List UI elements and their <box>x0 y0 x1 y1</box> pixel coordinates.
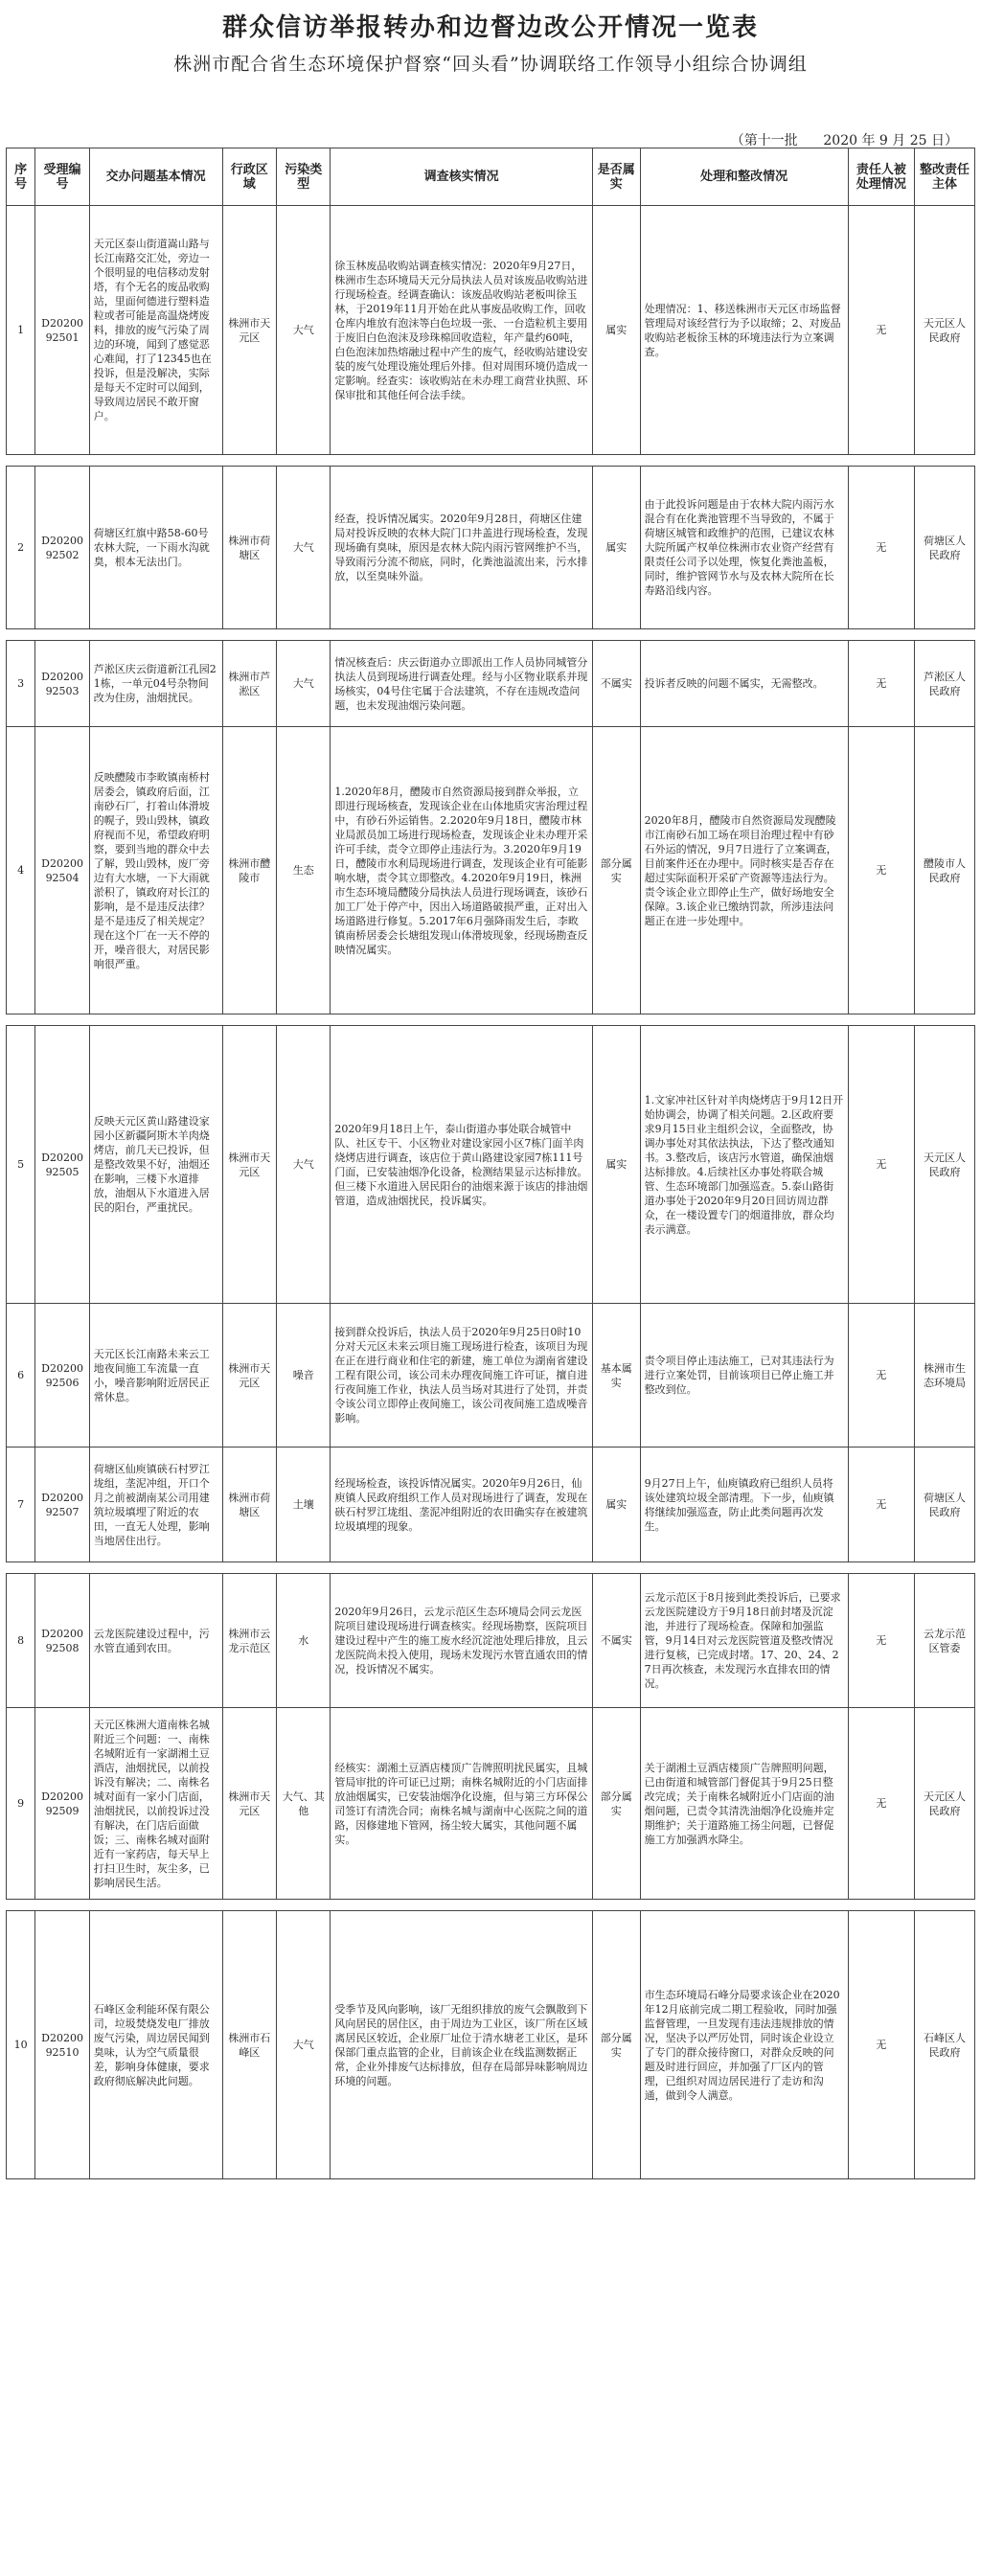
cell-investigation: 情况核查后：庆云街道办立即派出工作人员协同城管分执法人员到现场进行调查处理。经与小区物业联系并现场核实，04号住宅属于合法建筑，不存在违规改造问题，也未发现油烟污染问题。 <box>331 641 592 727</box>
cell-owner: 石峰区人民政府 <box>915 1911 975 2179</box>
cell-problem: 石峰区金利能环保有限公司，垃圾焚烧发电厂排放废气污染，周边居民闻到臭味，认为空气质量很差，影响身体健康，要求政府彻底解决此问题。 <box>89 1911 222 2179</box>
cell-handling: 市生态环境局石峰分局要求该企业在2020年12月底前完成二期工程验收，同时加强监督管理，一旦发现有违法违规排放的情况，坚决予以严厉处罚，同时该企业设立了专门的群众接待窗口，对群众反映的问题及时进行回应，并加强了厂区内的管理，已组织对周边居民进行了走访和沟通，做到令人满意。 <box>640 1911 848 2179</box>
cell-verified: 属实 <box>592 1026 640 1304</box>
cell-no: 8 <box>7 1574 35 1708</box>
cell-handling: 处理情况：1、移送株洲市天元区市场监督管理局对该经营行为予以取缔；2、对废品收购站老板徐玉林的环境违法行为立案调查。 <box>640 206 848 455</box>
cell-owner: 芦淞区人民政府 <box>915 641 975 727</box>
header-handling: 处理和整改情况 <box>640 148 848 206</box>
cell-type: 噪音 <box>277 1304 331 1448</box>
cell-region: 株洲市石峰区 <box>222 1911 276 2179</box>
cell-punish: 无 <box>848 1708 914 1900</box>
table-row <box>7 1574 975 1708</box>
cell-verified: 不属实 <box>592 1574 640 1708</box>
cell-no: 1 <box>7 206 35 455</box>
cell-punish: 无 <box>848 1026 914 1304</box>
header-no: 序号 <box>7 148 35 206</box>
cell-code: D2020092508 <box>35 1574 89 1708</box>
report-table <box>6 148 975 2179</box>
cell-punish: 无 <box>848 467 914 629</box>
cell-code: D2020092507 <box>35 1448 89 1562</box>
cell-region: 株洲市天元区 <box>222 1026 276 1304</box>
header-punish: 责任人被处理情况 <box>848 148 914 206</box>
cell-handling: 1.文家冲社区针对羊肉烧烤店于9月12日开始协调会，协调了相关问题。2.区政府要求9月15日业主组织会议，全面整改，协调办事处对其依法执法，下达了整改通知书。3.整改后，该店污水管道，确保油烟达标排放。4.后续社区办事处将联合城管、生态环境部门加强巡查。5.泰山路街道办事处于2020年9月20日回访周边群众，在一楼设置专门的烟道排放，群众均表示满意。 <box>640 1026 848 1304</box>
cell-owner: 天元区人民政府 <box>915 1026 975 1304</box>
cell-code: D2020092504 <box>35 727 89 1014</box>
cell-problem: 荷塘区红旗中路58-60号农林大院，一下雨水沟就臭，根本无法出门。 <box>89 467 222 629</box>
cell-punish: 无 <box>848 1574 914 1708</box>
cell-verified: 不属实 <box>592 641 640 727</box>
cell-investigation: 2020年9月18日上午，泰山街道办事处联合城管中队、社区专干、小区物业对建设家园小区7栋门面羊肉烧烤店进行调查，该店位于黄山路建设家园7栋111号门面，已安装油烟净化设备，检测结果显示达标排放。但三楼下水道进入居民阳台的油烟来源于该店的排油烟管道，造成油烟扰民，投诉属实。 <box>331 1026 592 1304</box>
cell-owner: 云龙示范区管委 <box>915 1574 975 1708</box>
cell-type: 生态 <box>277 727 331 1014</box>
table-row <box>7 1911 975 2179</box>
cell-investigation: 1.2020年8月，醴陵市自然资源局接到群众举报，立即进行现场核查，发现该企业在山体地质灾害治理过程中，有砂石外运销售。2.2020年9月18日，醴陵市林业局派员加工场进行现场检查，发现该企业未办理开采许可手续，责令立即停止违法行为。3.2020年9月19日，醴陵市水利局现场进行调查，发现该企业有可能影响水塘，责令其立即整改。4.2020年9月19日，株洲市生态环境局醴陵分局执法人员进行现场调查，该砂石加工厂处于停产中，因出入场道路破损严重，正对出入场道路进行修复。5.2017年6月强降雨发生后，李畋镇南桥居委会长塘组发现山体滑坡现象，经现场勘查反映情况属实。 <box>331 727 592 1014</box>
page-gap-cell <box>7 1014 975 1026</box>
cell-region: 株洲市云龙示范区 <box>222 1574 276 1708</box>
cell-type: 大气 <box>277 641 331 727</box>
batch-date: 2020 年 9 月 25 日 <box>823 133 945 148</box>
cell-type: 大气 <box>277 1026 331 1304</box>
batch-close: ） <box>945 133 958 148</box>
table-row <box>7 1448 975 1562</box>
cell-problem: 天元区长江南路未来云工地夜间施工车流量一直小，噪音影响附近居民正常休息。 <box>89 1304 222 1448</box>
cell-verified: 部分属实 <box>592 727 640 1014</box>
batch-info <box>632 130 958 149</box>
cell-verified: 部分属实 <box>592 1708 640 1900</box>
cell-code: D2020092509 <box>35 1708 89 1900</box>
table-row <box>7 467 975 629</box>
table-row <box>7 727 975 1014</box>
header-owner: 整改责任主体 <box>915 148 975 206</box>
cell-verified: 属实 <box>592 1448 640 1562</box>
cell-handling: 关于湖湘土豆酒店楼顶广告牌照明问题，已由街道和城管部门督促其于9月25日整改完成；关于南株名城附近小门店面的油烟问题，已责令其清洗油烟净化设施并定期维护；关于道路施工扬尘问题，已督促施工方加强洒水降尘。 <box>640 1708 848 1900</box>
cell-region: 株洲市荷塘区 <box>222 467 276 629</box>
cell-no: 10 <box>7 1911 35 2179</box>
cell-type: 大气 <box>277 467 331 629</box>
page-gap <box>7 1014 975 1026</box>
page-gap-cell <box>7 1900 975 1911</box>
cell-type: 大气、其他 <box>277 1708 331 1900</box>
cell-type: 水 <box>277 1574 331 1708</box>
page-gap <box>7 455 975 467</box>
cell-type: 大气 <box>277 1911 331 2179</box>
cell-code: D2020092501 <box>35 206 89 455</box>
header-code: 受理编号 <box>35 148 89 206</box>
page-gap-cell <box>7 455 975 467</box>
cell-handling: 投诉者反映的问题不属实，无需整改。 <box>640 641 848 727</box>
cell-investigation: 受季节及风向影响，该厂无组织排放的废气会飘散到下风向居民的居住区，由于周边为工业区，该厂所在区域离居民区较近，企业原厂址位于清水塘老工业区，是环保部门重点监管的企业，目前该企业在线监测数据正常，企业外排废气达标排放，但存在局部异味影响周边环境的问题。 <box>331 1911 592 2179</box>
cell-problem: 天元区株洲大道南株名城附近三个问题：一、南株名城附近有一家湖湘土豆酒店，油烟扰民，以前投诉没有解决；二、南株名城对面有一家小门店面，油烟扰民，以前投诉过没有解决，在门店后面做饭；三、南株名城对面附近有一家药店，每天早上打扫卫生时，灰尘多，已影响居民生活。 <box>89 1708 222 1900</box>
cell-no: 2 <box>7 467 35 629</box>
cell-problem: 荷塘区仙庾镇硖石村罗江垅组，垄泥冲组，开口个月之前被湖南某公司用建筑垃圾填埋了附近的农田，一直无人处理，影响当地居住出行。 <box>89 1448 222 1562</box>
table-row <box>7 1708 975 1900</box>
page-title: 群众信访举报转办和边督边改公开情况一览表 <box>221 13 759 42</box>
cell-region: 株洲市荷塘区 <box>222 1448 276 1562</box>
cell-no: 4 <box>7 727 35 1014</box>
cell-investigation: 经现场检查，该投诉情况属实。2020年9月26日，仙庾镇人民政府组织工作人员对现场进行了调查，发现在硖石村罗江垅组、垄泥冲组附近的农田确实存在被建筑垃圾填埋的现象。 <box>331 1448 592 1562</box>
cell-code: D2020092505 <box>35 1026 89 1304</box>
cell-owner: 天元区人民政府 <box>915 1708 975 1900</box>
cell-owner: 株洲市生态环境局 <box>915 1304 975 1448</box>
cell-region: 株洲市醴陵市 <box>222 727 276 1014</box>
cell-investigation: 徐玉林废品收购站调查核实情况：2020年9月27日，株洲市生态环境局天元分局执法人员对该废品收购站进行现场检查。经调查确认：该废品收购站老板叫徐玉林，于2019年11月开始在此从事废品收购工作，回收仓库内堆放有泡沫等白色垃圾一张、一台造粒机主要用于废旧白色泡沫及珍珠棉回收造粒，年产量约60吨，白色泡沫加热熔融过程中产生的废气，经收购站建设安装的废气处理设施处理后外排。但对周围环境仍造成一定影响。经查实：该收购站在未办理工商营业执照、环保审批和其他任何合法手续。 <box>331 206 592 455</box>
cell-region: 株洲市天元区 <box>222 1304 276 1448</box>
cell-code: D2020092503 <box>35 641 89 727</box>
cell-handling: 由于此投诉问题是由于农林大院内雨污水混合有在化粪池管理不当导致的，不属于荷塘区城管和政维护的范围，已建议农林大院所属产权单位株洲市农业资产经营有限责任公司予以处理，恢复化粪池盖板，同时，维护管网节水与及农林大院所在长寿路沿线内容。 <box>640 467 848 629</box>
header-problem: 交办问题基本情况 <box>89 148 222 206</box>
header-region: 行政区域 <box>222 148 276 206</box>
cell-investigation: 经核实：湖湘土豆酒店楼顶广告牌照明扰民属实，且城管局审批的许可证已过期；南株名城附近的小门店面排放油烟属实，已安装油烟净化设施，但与第三方环保公司签订有清洗合同；南株名城与湖南中心医院之间的道路，因修建地下管网，扬尘较大属实，其他问题不属实。 <box>331 1708 592 1900</box>
cell-handling: 云龙示范区于8月接到此类投诉后，已要求云龙医院建设方于9月18日前封堵及沉淀池，并进行了现场检查。保障和加强监管，9月14日对云龙医院管道及整改情况进行复核，已完成封堵。17、20、24、27日再次核查，未发现污水直排农田的情况。 <box>640 1574 848 1708</box>
page-subtitle: 株洲市配合省生态环境保护督察“回头看”协调联络工作领导小组综合协调组 <box>173 54 808 75</box>
cell-type: 土壤 <box>277 1448 331 1562</box>
cell-owner: 醴陵市人民政府 <box>915 727 975 1014</box>
batch-open: （ <box>730 133 744 148</box>
cell-region: 株洲市天元区 <box>222 206 276 455</box>
page-gap-cell <box>7 1562 975 1574</box>
cell-verified: 属实 <box>592 206 640 455</box>
cell-handling: 9月27日上午，仙庾镇政府已组织人员将该处建筑垃圾全部清理。下一步，仙庾镇将继续加强巡查，防止此类问题再次发生。 <box>640 1448 848 1562</box>
cell-handling: 2020年8月，醴陵市自然资源局发现醴陵市江南砂石加工场在项目治理过程中有砂石外运的情况，9月7日进行了立案调查，目前案件还在办理中。同时核实是否存在超过实际面积开采矿产资源等违法行为。责令该企业立即停止生产，做好场地安全保障。3.该企业已缴纳罚款，所涉违法问题正在进一步处理中。 <box>640 727 848 1014</box>
cell-verified: 部分属实 <box>592 1911 640 2179</box>
cell-punish: 无 <box>848 727 914 1014</box>
cell-problem: 云龙医院建设过程中，污水管直通到农田。 <box>89 1574 222 1708</box>
cell-owner: 荷塘区人民政府 <box>915 1448 975 1562</box>
cell-no: 7 <box>7 1448 35 1562</box>
cell-no: 5 <box>7 1026 35 1304</box>
cell-problem: 芦淞区庆云街道新江孔园21栋，一单元04号杂物间改为住房，油烟扰民。 <box>89 641 222 727</box>
batch-label: 第十一批 <box>743 133 798 148</box>
cell-code: D2020092502 <box>35 467 89 629</box>
cell-region: 株洲市天元区 <box>222 1708 276 1900</box>
table-row <box>7 641 975 727</box>
cell-region: 株洲市芦淞区 <box>222 641 276 727</box>
cell-handling: 责令项目停止违法施工，已对其违法行为进行立案处罚，目前该项目已停止施工并整改到位。 <box>640 1304 848 1448</box>
cell-code: D2020092510 <box>35 1911 89 2179</box>
cell-no: 3 <box>7 641 35 727</box>
cell-punish: 无 <box>848 206 914 455</box>
header-investigation: 调查核实情况 <box>331 148 592 206</box>
cell-problem: 天元区泰山街道嵩山路与长江南路交汇处，旁边一个很明显的电信移动发射塔，有个无名的废品收购站，里面何德进行塑料造粒或者可能是高温烧烤废料，排放的废气污染了周边的环境，闻到了感觉恶心难闻，打了12345也在投诉，但是没解决，实际是每天不定时可以闻到，导致周边居民不敢开窗户。 <box>89 206 222 455</box>
cell-investigation: 2020年9月26日，云龙示范区生态环境局会同云龙医院项目建设现场进行调查核实。经现场勘察，医院项目建设过程中产生的施工废水经沉淀池处理后排放，且云龙医院尚未投入使用，现场未发现污水管直通农田的情况，投诉情况不属实。 <box>331 1574 592 1708</box>
cell-no: 9 <box>7 1708 35 1900</box>
header-verified: 是否属实 <box>592 148 640 206</box>
page-gap <box>7 629 975 641</box>
cell-problem: 反映醴陵市李畋镇南桥村居委会，镇政府后面，江南砂石厂，打着山体滑坡的幌子，毁山毁林，镇政府视而不见，希望政府明察，要到当地的群众中去了解，毁山毁林，废厂旁边有大水塘，一下大雨就淤积了，镇政府对长江的影响，是不是违反法律？是不是违反了相关规定？现在这个厂在一天不停的开，噪音很大，对居民影响很严重。 <box>89 727 222 1014</box>
cell-problem: 反映天元区黄山路建设家园小区新疆阿斯木羊肉烧烤店，前几天已投诉，但是整改效果不好，油烟还在影响，三楼下水道排放，油烟从下水道进入居民的阳台，严重扰民。 <box>89 1026 222 1304</box>
cell-punish: 无 <box>848 1911 914 2179</box>
page-gap <box>7 1562 975 1574</box>
cell-code: D2020092506 <box>35 1304 89 1448</box>
page-gap-cell <box>7 629 975 641</box>
table-header-row <box>7 148 975 206</box>
cell-verified: 基本属实 <box>592 1304 640 1448</box>
cell-owner: 天元区人民政府 <box>915 206 975 455</box>
page-gap <box>7 1900 975 1911</box>
cell-verified: 属实 <box>592 467 640 629</box>
cell-owner: 荷塘区人民政府 <box>915 467 975 629</box>
table-row <box>7 1026 975 1304</box>
cell-no: 6 <box>7 1304 35 1448</box>
cell-punish: 无 <box>848 641 914 727</box>
table-row <box>7 206 975 455</box>
header-type: 污染类型 <box>277 148 331 206</box>
cell-investigation: 接到群众投诉后，执法人员于2020年9月25日0时10分对天元区未来云项目施工现场进行检查，该项目为现在正在进行商业和住宅的新建，施工单位为湖南省建设工程有限公司，该公司未办理夜间施工许可证，擅自进行夜间施工作业，执法人员当场对其进行了处罚，并责令该公司立即停止夜间施工，该公司夜间施工造成噪音影响。 <box>331 1304 592 1448</box>
cell-punish: 无 <box>848 1304 914 1448</box>
cell-type: 大气 <box>277 206 331 455</box>
table-row <box>7 1304 975 1448</box>
cell-punish: 无 <box>848 1448 914 1562</box>
cell-investigation: 经查，投诉情况属实。2020年9月28日，荷塘区住建局对投诉反映的农林大院门口井盖进行现场检查，发现现场确有臭味，原因是农林大院内雨污管网维护不当，导致雨污分流不彻底，同时，化粪池溢流出来，污水排放，以至臭味外溢。 <box>331 467 592 629</box>
